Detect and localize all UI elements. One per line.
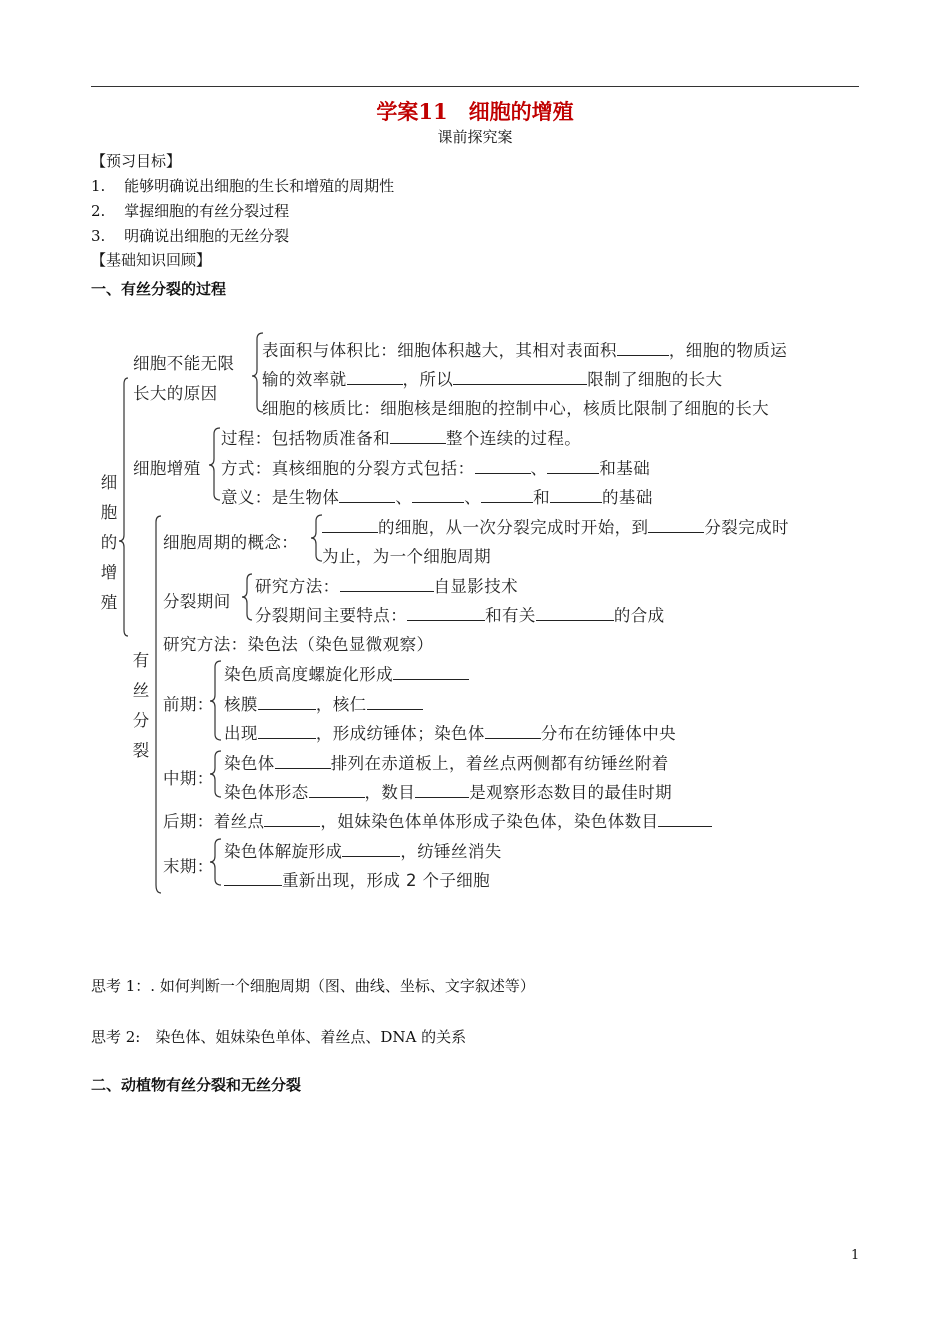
prophase-line-1: 染色质高度螺旋化形成 <box>224 661 469 685</box>
page-number: 1 <box>851 1248 860 1263</box>
answer-blank <box>340 576 434 592</box>
mitosis-vertical-label: 有 丝 分 裂 <box>132 651 150 760</box>
limit-label-line1: 细胞不能无限 <box>133 354 235 373</box>
answer-blank <box>264 811 320 827</box>
telophase-line-1: 染色体解旋形成 ，纺锤丝消失 <box>224 842 502 861</box>
answer-blank <box>258 694 316 710</box>
cycle-line-2: 为止，为一个细胞周期 <box>322 547 491 566</box>
interphase-label: 分裂期间 <box>163 592 231 611</box>
answer-blank <box>481 487 533 503</box>
cycle-label: 细胞周期的概念： <box>163 533 299 552</box>
method-line: 研究方法：染色法（染色显微观察） <box>163 635 434 654</box>
prolif-line-2: 方式：真核细胞的分裂方式包括： 、 和基础 <box>221 459 651 478</box>
prolif-line-3: 意义：是生物体 、 、 和 的基础 <box>221 488 653 507</box>
limit-line-3: 细胞的核质比：细胞核是细胞的控制中心，核质比限制了细胞的长大 <box>262 399 769 418</box>
answer-blank <box>275 753 331 769</box>
cycle-line-1: 的细胞，从一次分裂完成时开始，到 分裂完成时 <box>322 514 789 538</box>
answer-blank <box>648 517 704 533</box>
answer-blank <box>224 870 282 886</box>
answer-blank <box>342 841 400 857</box>
limit-label-line2: 长大的原因 <box>133 384 218 403</box>
telophase-line-2: 重新出现，形成 2 个子细胞 <box>224 867 490 891</box>
goal-number: 3. <box>91 227 106 245</box>
goal-text: 明确说出细胞的无丝分裂 <box>124 227 290 245</box>
prophase-line-2: 核膜 ，核仁 <box>224 691 423 715</box>
goal-text: 掌握细胞的有丝分裂过程 <box>124 202 290 220</box>
interphase-line-2: 分裂期间主要特点： 和有关 的合成 <box>255 606 665 625</box>
section2-heading: 二、动植物有丝分裂和无丝分裂 <box>91 1076 302 1094</box>
answer-blank <box>339 487 395 503</box>
goal-number: 1. <box>91 177 106 195</box>
think-question-1: 思考 1：. 如何判断一个细胞周期（图、曲线、坐标、文字叙述等） <box>91 977 535 995</box>
limit-line-2: 输的效率就 ，所以 限制了细胞的长大 <box>262 370 723 389</box>
goal-text: 能够明确说出细胞的生长和增殖的周期性 <box>124 177 395 195</box>
review-heading: 【基础知识回顾】 <box>91 251 212 269</box>
answer-blank <box>393 664 469 680</box>
metaphase-line-1: 染色体 排列在赤道板上，着丝点两侧都有纺锤丝附着 <box>224 754 669 773</box>
goals-heading: 【预习目标】 <box>91 152 182 170</box>
answer-blank <box>550 487 602 503</box>
interphase-line-1: 研究方法： 自显影技术 <box>255 577 518 596</box>
answer-blank <box>658 811 712 827</box>
answer-blank <box>309 782 365 798</box>
answer-blank <box>390 428 446 444</box>
answer-blank <box>475 458 531 474</box>
section1-heading: 一、有丝分裂的过程 <box>91 280 227 298</box>
goal-number: 2. <box>91 202 106 220</box>
anaphase-label: 后期： <box>163 812 214 831</box>
answer-blank <box>453 369 587 385</box>
answer-blank <box>347 369 403 385</box>
prolif-label: 细胞增殖 <box>133 459 201 478</box>
metaphase-label: 中期： <box>163 769 214 788</box>
interphase-brace <box>242 574 252 620</box>
prolif-line-1: 过程：包括物质准备和 整个连续的过程。 <box>221 429 582 448</box>
answer-blank <box>407 605 485 621</box>
telophase-label: 末期： <box>163 857 214 876</box>
anaphase-line: 后期：着丝点 ，姐妹染色体单体形成子染色体，染色体数目 <box>163 808 712 832</box>
answer-blank <box>322 517 378 533</box>
cycle-brace <box>311 515 322 561</box>
prophase-line-3: 出现 ，形成纺锤体；染色体 分布在纺锤体中央 <box>224 724 677 743</box>
mitosis-bracket <box>156 516 161 893</box>
answer-blank <box>415 782 469 798</box>
answer-blank <box>485 723 541 739</box>
root-vertical-label: 细 胞 的 增 殖 <box>100 473 118 612</box>
answer-blank <box>536 605 614 621</box>
answer-blank <box>412 487 464 503</box>
answer-blank <box>547 458 599 474</box>
prophase-label: 前期： <box>163 695 214 714</box>
metaphase-line-2: 染色体形态 ，数目 是观察形态数目的最佳时期 <box>224 783 673 802</box>
answer-blank <box>617 340 669 356</box>
page-title: 学案11 细胞的增殖 <box>376 99 574 124</box>
prolif-brace <box>209 428 220 500</box>
limit-line-1: 表面积与体积比：细胞体积越大，其相对表面积 ，细胞的物质运 <box>262 341 788 360</box>
page-subtitle: 课前探究案 <box>437 128 513 146</box>
answer-blank <box>258 723 316 739</box>
root-bracket <box>119 378 128 636</box>
answer-blank <box>367 694 423 710</box>
think-question-2: 思考 2: 染色体、姐妹染色单体、着丝点、DNA 的关系 <box>91 1028 467 1046</box>
